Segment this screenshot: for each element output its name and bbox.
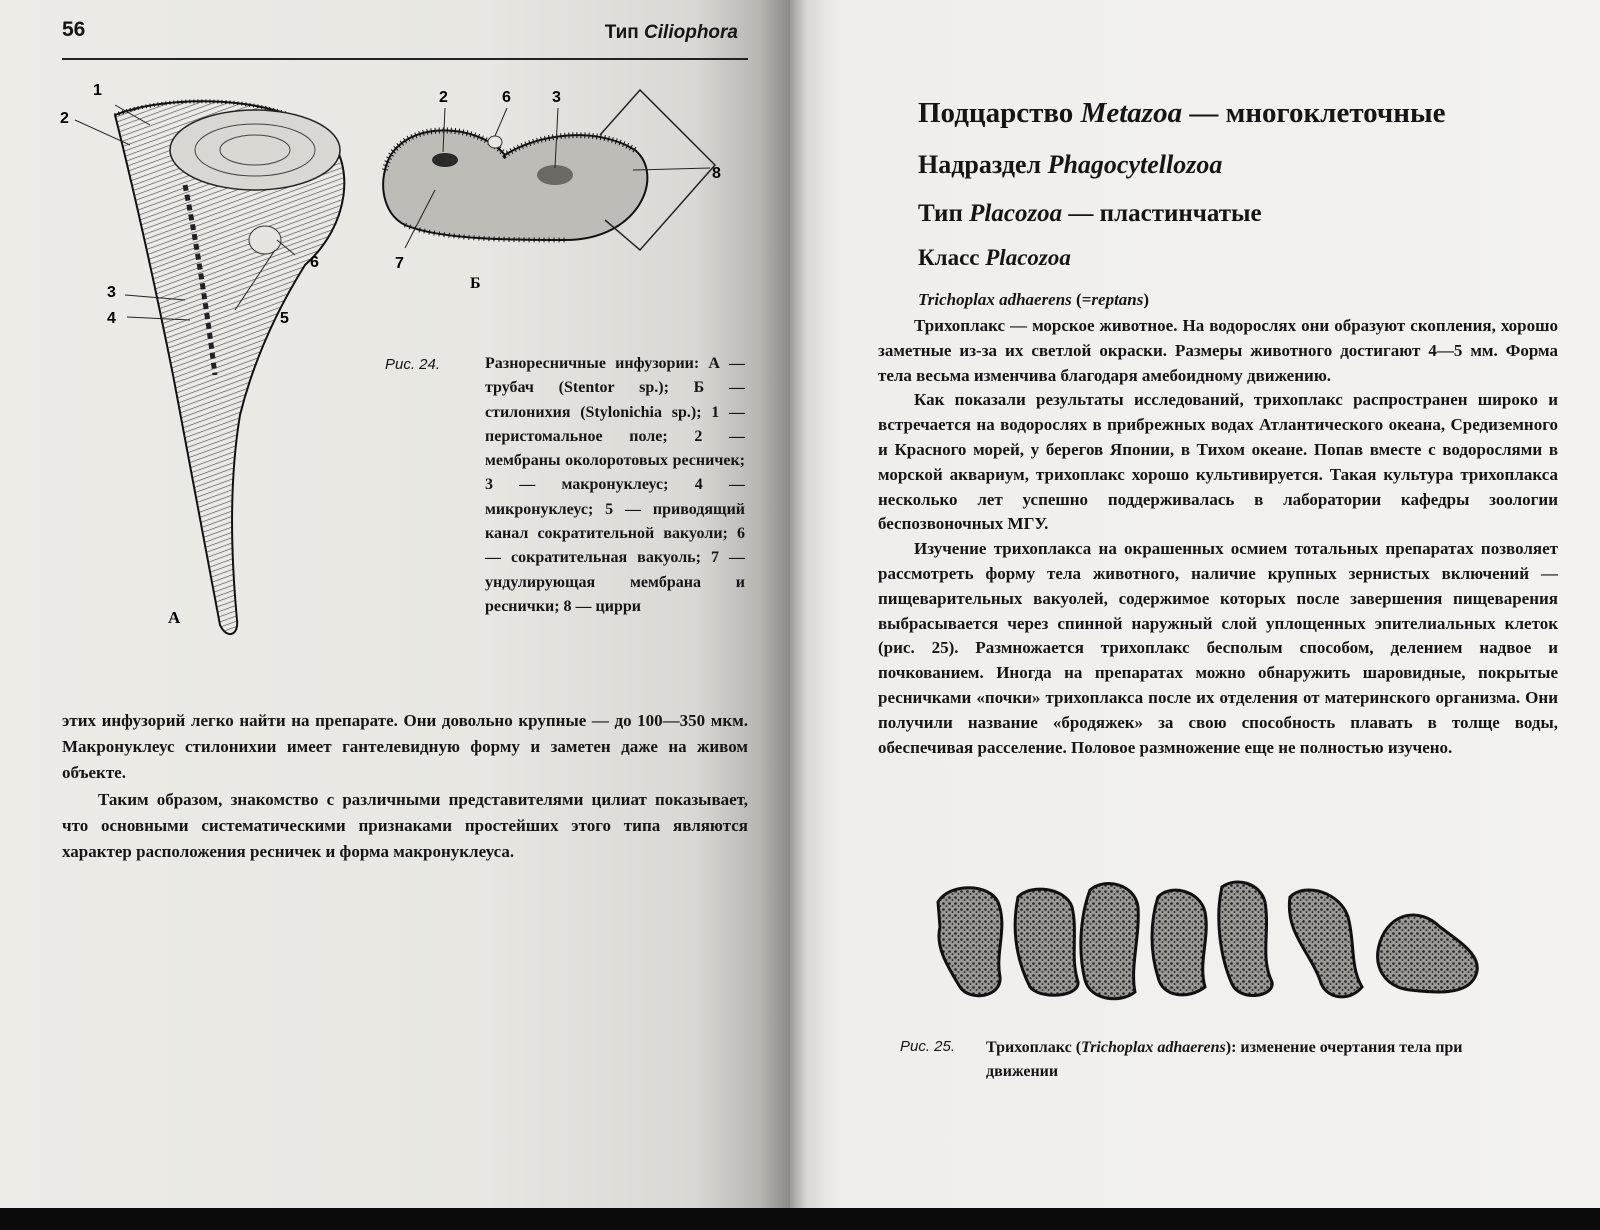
stylonichia-callout-3: 3 [552, 89, 561, 106]
species-name: Trichoplax adhaerens [918, 290, 1072, 309]
stylonichia-body [383, 130, 647, 240]
stentor-callout-2: 2 [60, 110, 69, 127]
stylonichia-callout-2: 2 [439, 89, 448, 106]
stentor-callout-1: 1 [93, 82, 102, 99]
heading-phylum [918, 200, 1262, 228]
heading-division-taxon: Phagocytellozoa [1047, 150, 1223, 179]
heading-phylum-taxon: Placozoa [969, 200, 1063, 227]
right-paragraph-2: Как показали результаты исследований, трихоплакс распространен широко и встречается на водорослях в прибрежных водах Атлантического океана, Средиземного и Красного морей, у берегов Японии, в Тихом океане. Попав вместе с водорослями в морской аквариум, трихоплакс хорошо культивируется. Такая культура трихоплакса несколько лет успешно поддерживалась в лаборатории кафедры зоологии беспозвоночных МГУ. [878, 390, 1558, 534]
stylonichia-callout-8: 8 [712, 165, 721, 182]
heading-phylum-prefix: Тип [918, 200, 970, 227]
right-paragraph-1: Трихоплакс — морское животное. На водорослях они образуют скопления, хорошо заметные из-за их светлой окраски. Размеры животного достигают 4—5 мм. Форма тела весьма изменчива благодаря амебоидному движению. [878, 316, 1558, 385]
heading-subkingdom-prefix: Подцарство [918, 97, 1081, 129]
stentor-illustration [55, 75, 365, 650]
stentor-callout-3: 3 [107, 284, 116, 301]
trichoplax-shape-6 [1289, 890, 1362, 997]
heading-subkingdom-taxon: Metazoa [1080, 97, 1183, 129]
heading-subkingdom [918, 97, 1446, 130]
left-paragraph-2: Таким образом, знакомство с различными представителями цилиат показывает, что основными систематическими признаками простейших этого типа являются характер расположения ресничек и форма макронуклеуса. [62, 789, 748, 862]
figure-25-text-taxon: Trichoplax adhaerens [1081, 1039, 1226, 1056]
species-synonym: reptans [1091, 290, 1144, 309]
heading-division-prefix: Надраздел [918, 150, 1048, 179]
species-close: ) [1143, 290, 1150, 309]
running-head-prefix: Тип [604, 22, 645, 43]
trichoplax-shape-3 [1081, 884, 1138, 999]
heading-subkingdom-suffix: — многоклеточные [1182, 97, 1446, 129]
heading-class-taxon: Placozoa [985, 245, 1071, 270]
figure-25-caption [900, 1036, 1530, 1084]
page-number: 56 [62, 18, 86, 41]
heading-class [918, 245, 1071, 271]
trichoplax-shape-4 [1152, 890, 1206, 995]
stentor-callout-4: 4 [107, 310, 116, 327]
figure-25-text-prefix: Трихоплакс ( [986, 1039, 1082, 1056]
species-open: (= [1071, 290, 1092, 309]
trichoplax-shapes-illustration [930, 872, 1490, 1012]
right-paragraph-3: Изучение трихоплакса на окрашенных осмием тотальных препаратах позволяет рассмотреть форму тела животного, наличие крупных зернистых включений — пищеварительных вакуолей, содержимое которых после завершения пищеварения выбрасывается через спинной наружный слой уплощенных эпителиальных клеток (рис. 25). Размножается трихоплакс бесполым способом, делением надвое и почкованием. Иногда на препаратах можно обнаружить шаровидные, покрытые ресничками «почки» трихоплакса после их отделения от материнского организма. Они получили название «бродяжек» за свою способность плавать в толще воды, обеспечивая расселение. Половое размножение еще не полностью изучено. [878, 539, 1558, 757]
stylonichia-illustration [365, 80, 745, 300]
figure-25-text-suffix: ): изменение очертания тела при движении [986, 1039, 1463, 1080]
header-rule [62, 58, 748, 60]
figure-24-caption [385, 352, 745, 619]
trichoplax-shape-1 [938, 888, 1002, 996]
running-head-taxon: Ciliophora [644, 22, 738, 43]
figure-25-label: Рис. 25. [900, 1038, 956, 1055]
left-body-text [62, 708, 748, 865]
left-paragraph-1: этих инфузорий легко найти на препарате. Они довольно крупные — до 100—350 мкм. Макронуклеус стилонихии имеет гантелевидную форму и заметен даже на живом объекте. [62, 711, 748, 783]
running-head [605, 22, 738, 44]
species-heading [918, 290, 1149, 310]
figure-label-b: Б [470, 275, 481, 292]
figure-24-text: Разноресничные инфузории: А — трубач (Stentor sp.); Б — стилонихия (Stylonichia sp.); 1 — перистомальное поле; 2 — мембраны околоротовых ресничек; 3 — макронуклеус; 4 — микронуклеус; 5 — приводящий канал сократительной вакуоли; 6 — сократительная вакуоль; 7 — ундулирующая мембрана и реснички; 8 — цирри [485, 355, 745, 615]
figure-25-text [986, 1036, 1530, 1084]
stentor-callout-6: 6 [310, 254, 319, 271]
heading-division [918, 150, 1222, 180]
figure-24-label: Рис. 24. [385, 356, 441, 373]
trichoplax-shape-7 [1378, 915, 1478, 992]
stylonichia-callout-6: 6 [502, 89, 511, 106]
left-page [0, 0, 790, 1210]
stentor-callout-5: 5 [280, 310, 289, 327]
heading-class-prefix: Класс [918, 245, 986, 270]
heading-phylum-suffix: — пластинчатые [1062, 200, 1262, 227]
right-page [790, 0, 1600, 1210]
figure-label-a: А [168, 608, 181, 627]
right-body-text [878, 314, 1558, 760]
scan-bottom-edge [0, 1208, 1600, 1230]
stylonichia-callout-7: 7 [395, 255, 404, 272]
trichoplax-shape-2 [1015, 889, 1078, 995]
trichoplax-shape-5 [1219, 882, 1272, 996]
